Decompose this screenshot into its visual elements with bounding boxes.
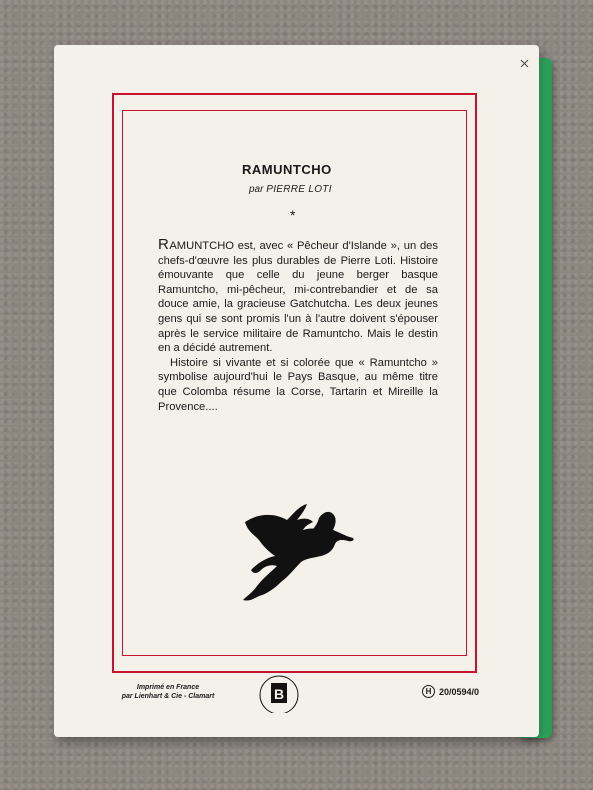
imprint-line-2: par Lienhart & Cie - Clamart (121, 693, 215, 700)
separator-asterisk: * (290, 207, 296, 223)
catalog-code (422, 685, 479, 698)
blurb-dropcap: R (158, 236, 170, 253)
author-line (249, 184, 332, 195)
pegasus-emblem (235, 500, 360, 605)
blurb-paragraph-2: Histoire si vivante et si colorée que « Ramuntcho » symbolise aujourd'hui le Pays Basque, au même titre que Colomba résume la Corse, Tartarin et Mireille la Provence.... (158, 356, 438, 413)
publisher-logo-icon (254, 673, 304, 713)
book-title: RAMUNTCHO (242, 162, 332, 177)
corner-wear-mark (519, 58, 531, 70)
author-name: PIERRE LOTI (266, 184, 332, 195)
publisher-logo-letter: B (273, 686, 285, 702)
blurb-text (158, 238, 438, 414)
catalog-h-icon: H (422, 685, 435, 698)
blurb-paragraph-1 (158, 238, 438, 356)
catalog-number: 20/0594/0 (439, 686, 480, 697)
blurb-paragraph-1-text: AMUNTCHO est, avec « Pêcheur d'Islande », un des chefs-d'œuvre les plus durables de Pierre Loti. Histoire émouvante que celle du jeune berger basque Ramuntcho, mi-pêcheur, mi-contrebandier et de sa douce amie, la gracieuse Gatchutcha. Les deux jeunes gens qui se sont promis l'un à l'autre doivent s'épouser après le service militaire de Ramuntcho. Mais le destin en a décidé autrement. (158, 240, 438, 355)
printer-imprint (88, 683, 248, 701)
imprint-line-1: Imprimé en France (136, 684, 200, 691)
author-prefix: par (249, 184, 264, 195)
